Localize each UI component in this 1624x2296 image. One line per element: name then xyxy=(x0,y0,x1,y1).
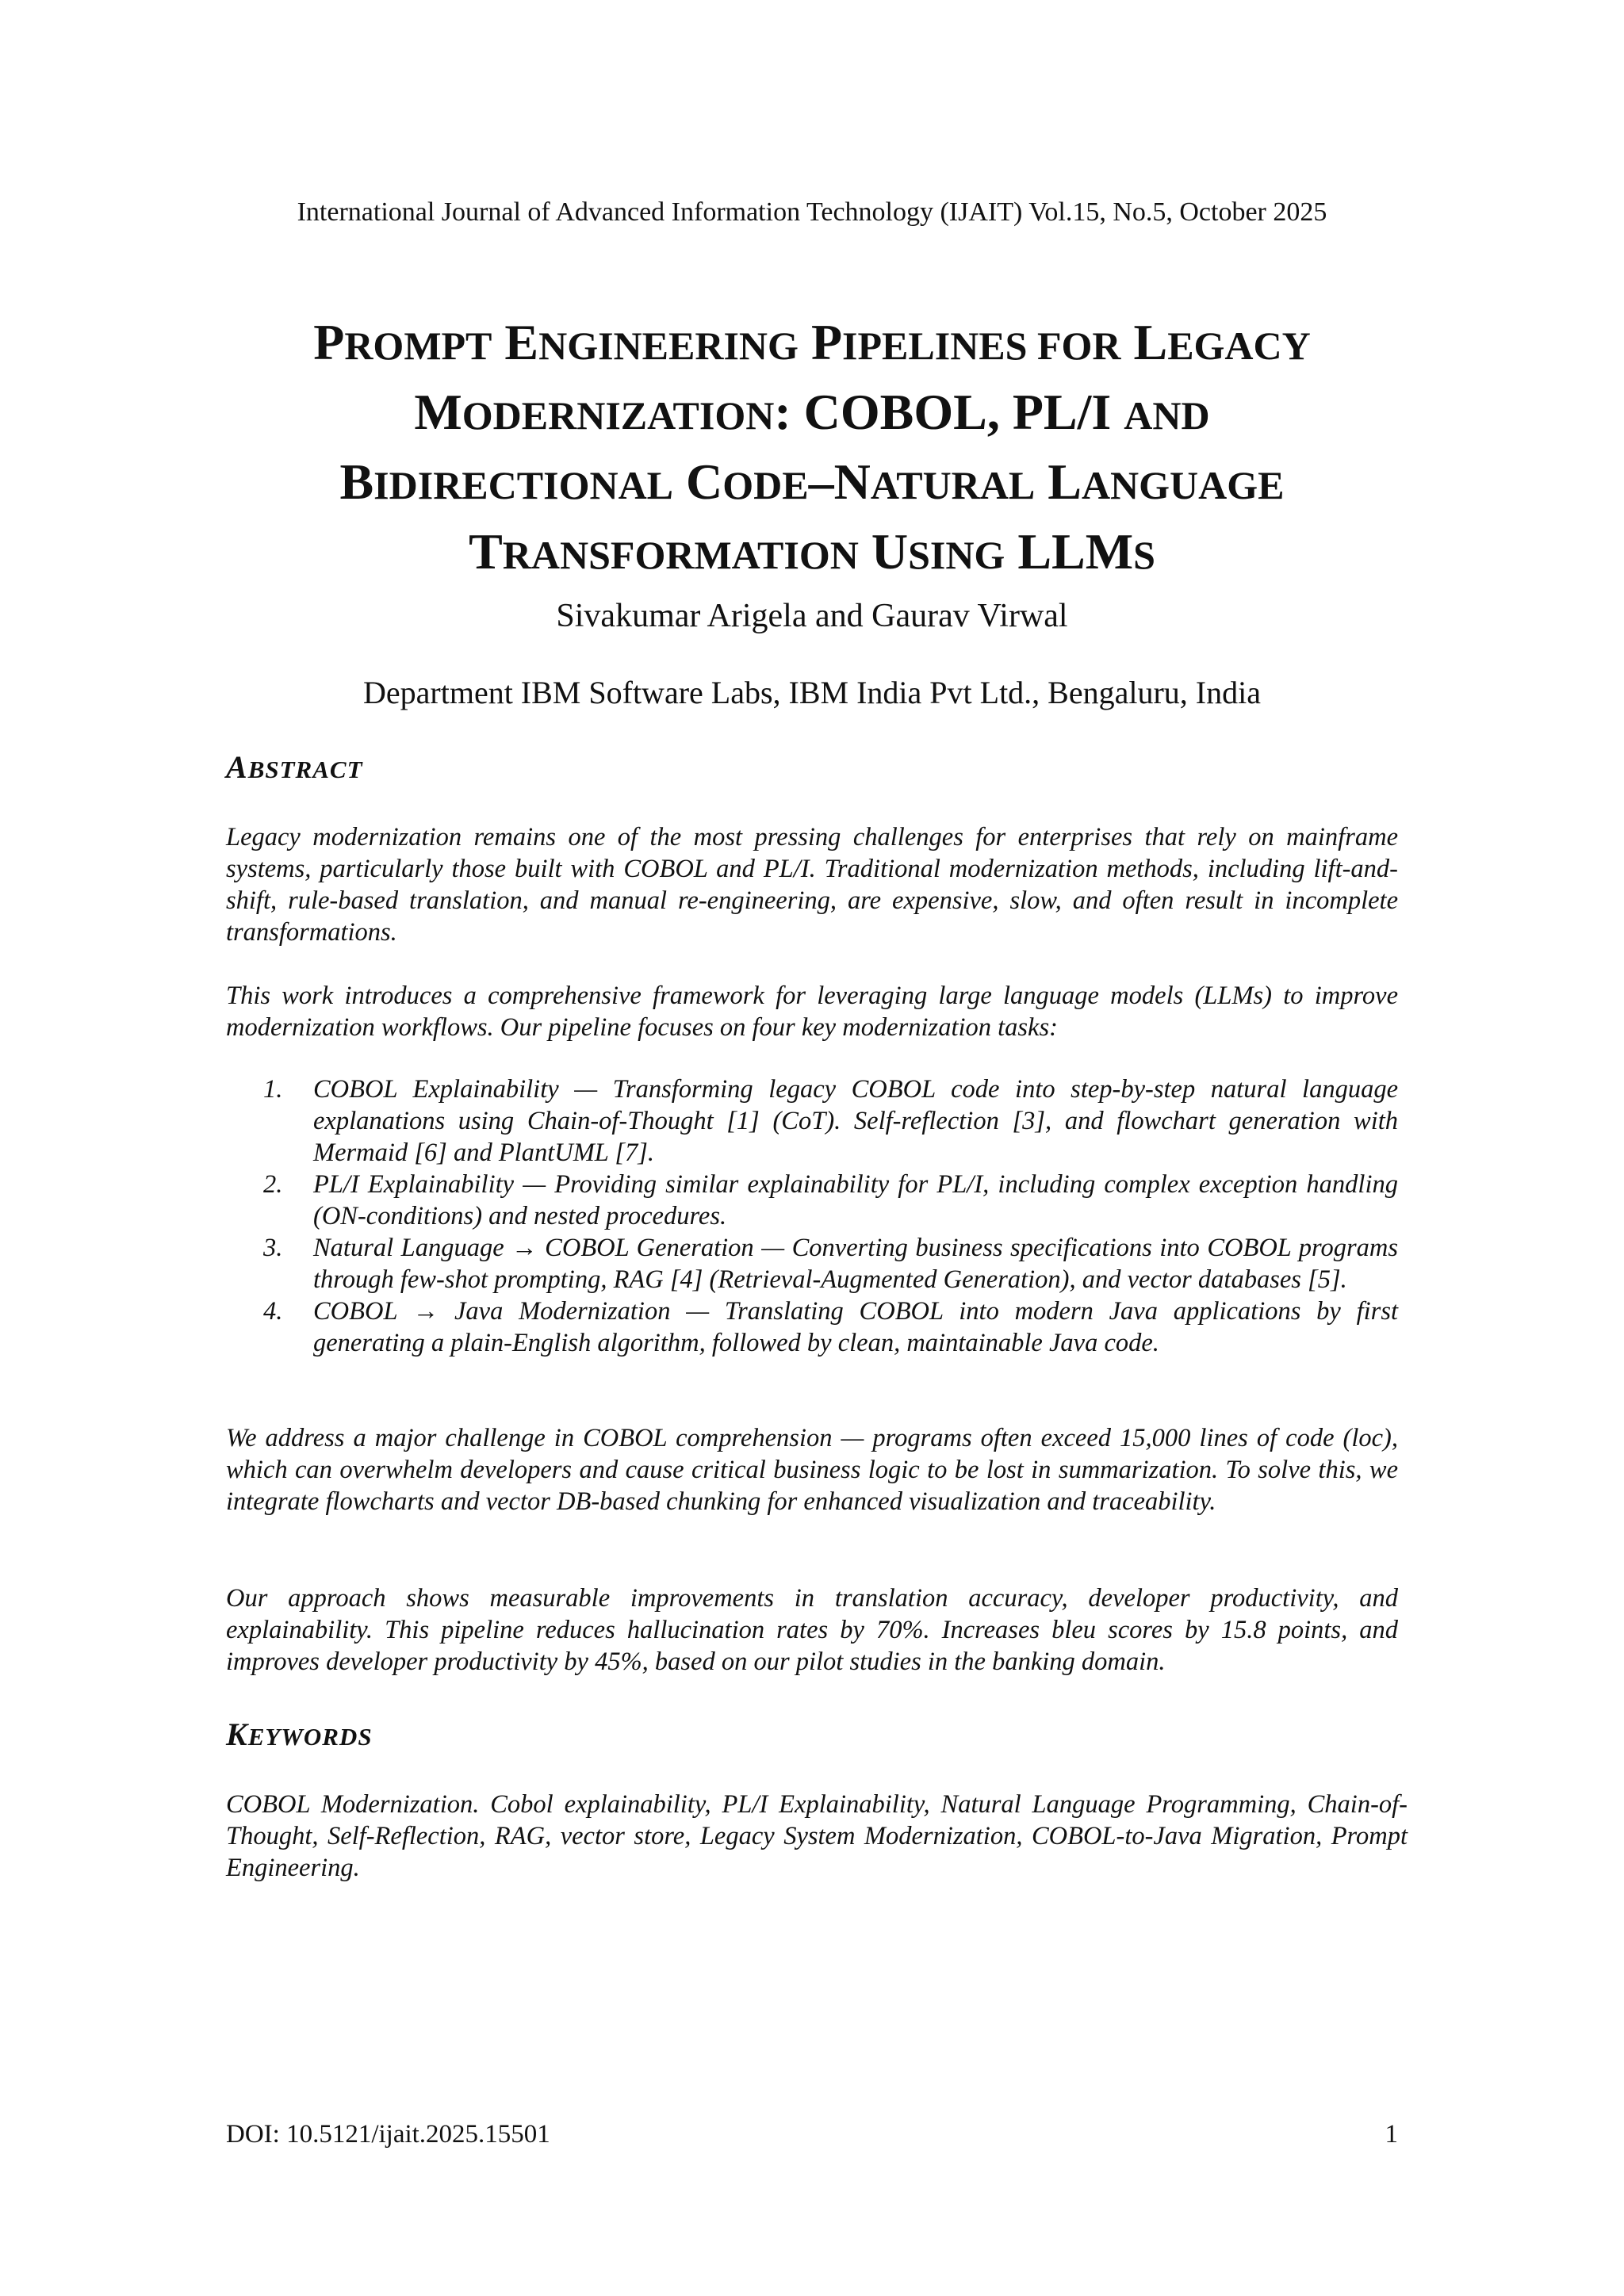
doi-footer: DOI: 10.5121/ijait.2025.15501 xyxy=(226,2120,550,2149)
title-text: ROMPT xyxy=(344,323,492,368)
abstract-heading xyxy=(226,748,363,789)
title-text: S xyxy=(1133,533,1155,577)
list-item-text: COBOL Explainability — Transforming legacy COBOL code into step-by-step natural language explanations using Chain-of-Thought [1] (CoT). Self-reflection [3], and flowchart generation with Mermaid [6] and PlantUML [7]. xyxy=(313,1075,1398,1167)
list-item xyxy=(226,1073,1398,1169)
title-text: E xyxy=(504,314,539,370)
heading-text: A xyxy=(226,749,248,785)
list-item-text: PL/I Explainability — Providing similar explainability for PL/I, including complex exception handling (ON-conditions) and nested procedures. xyxy=(313,1170,1398,1230)
title-text: SING xyxy=(908,533,1005,577)
affiliation: Department IBM Software Labs, IBM India Pvt Ltd., Bengaluru, India xyxy=(363,675,1261,710)
title-line-4 xyxy=(217,519,1407,588)
list-item-number: 3. xyxy=(263,1234,283,1262)
title-text: T xyxy=(469,523,503,580)
list-item-text: Natural Language → COBOL Generation — Converting business specifications into COBOL programs through few-shot prompting, RAG [4] (Retrieval-Augmented Generation), and vector databases [5]. xyxy=(313,1234,1398,1294)
keywords-text: COBOL Modernization. Cobol explainability, PL/I Explainability, Natural Language Programming, Chain-of-Thought, Self-Reflection, RAG, vector store, Legacy System Modernization, COBOL-to-Java Migration, Prompt Engineering. xyxy=(226,1790,1408,1882)
title-text: L xyxy=(1048,453,1082,510)
paper-title xyxy=(217,309,1407,588)
heading-text: EYWORDS xyxy=(247,1723,373,1751)
title-text: IDIRECTIONAL xyxy=(373,463,674,507)
title-text: C xyxy=(686,453,723,510)
title-text: AND xyxy=(1124,393,1210,438)
task-list xyxy=(226,1073,1398,1359)
abstract-paragraph-1: Legacy modernization remains one of the most pressing challenges for enterprises that rely on mainframe systems, particularly those built with COBOL and PL/I. Traditional modernization methods, including lift-and-shift, rule-based translation, and manual re-engineering, are expensive, slow, and often result in incomplete transformations. xyxy=(226,823,1398,947)
authors: Sivakumar Arigela and Gaurav Virwal xyxy=(556,598,1068,634)
journal-header: International Journal of Advanced Information Technology (IJAIT) Vol.15, No.5, October 2025 xyxy=(297,197,1327,227)
title-line-3 xyxy=(217,449,1407,519)
title-text: M xyxy=(414,384,462,440)
title-text: –N xyxy=(808,453,871,510)
list-item-number: 4. xyxy=(263,1297,283,1326)
title-text: IPELINES FOR xyxy=(842,323,1121,368)
list-item-text: COBOL → Java Modernization — Translating COBOL into modern Java applications by first generating a plain-English algorithm, followed by clean, maintainable Java code. xyxy=(313,1297,1398,1357)
title-text: L xyxy=(1133,314,1168,370)
title-text: RANSFORMATION xyxy=(502,533,859,577)
list-item xyxy=(226,1169,1398,1232)
title-text: NGINEERING xyxy=(538,323,799,368)
title-text: B xyxy=(339,453,374,510)
heading-text: K xyxy=(226,1716,248,1752)
page-number: 1 xyxy=(1385,2120,1398,2149)
heading-text: BSTRACT xyxy=(247,756,363,783)
title-text: P xyxy=(313,314,345,370)
abstract-paragraph-2: This work introduces a comprehensive framework for leveraging large language models (LLMs) to improve modernization workflows. Our pipeline focuses on four key modernization tasks: xyxy=(226,982,1398,1042)
title-text: U xyxy=(871,523,909,580)
abstract-paragraph-4: Our approach shows measurable improvements in translation accuracy, developer productivity, and explainability. This pipeline reduces hallucination rates by 70%. Increases bleu scores by 15.8 points, and improves developer productivity by 45%, based on our pilot studies in the banking domain. xyxy=(226,1584,1398,1676)
list-item-number: 2. xyxy=(263,1170,283,1199)
title-text: ODE xyxy=(722,463,809,507)
title-text: LLM xyxy=(1017,523,1134,580)
list-item xyxy=(226,1232,1398,1295)
title-text: ANGUAGE xyxy=(1081,463,1285,507)
title-text: ATURAL xyxy=(870,463,1036,507)
title-line-2 xyxy=(217,379,1407,449)
title-line-1 xyxy=(217,309,1407,379)
title-text: P xyxy=(810,314,843,370)
title-text: ODERNIZATION xyxy=(462,393,775,438)
title-text: : COBOL, PL/I xyxy=(774,384,1112,440)
title-text: EGACY xyxy=(1167,323,1311,368)
list-item-number: 1. xyxy=(263,1075,283,1104)
list-item xyxy=(226,1295,1398,1359)
abstract-paragraph-3: We address a major challenge in COBOL comprehension — programs often exceed 15,000 lines of code (loc), which can overwhelm developers and cause critical business logic to be lost in summarization. To solve this, we integrate flowcharts and vector DB-based chunking for enhanced visualization and traceability. xyxy=(226,1424,1398,1516)
keywords-heading xyxy=(226,1716,373,1756)
